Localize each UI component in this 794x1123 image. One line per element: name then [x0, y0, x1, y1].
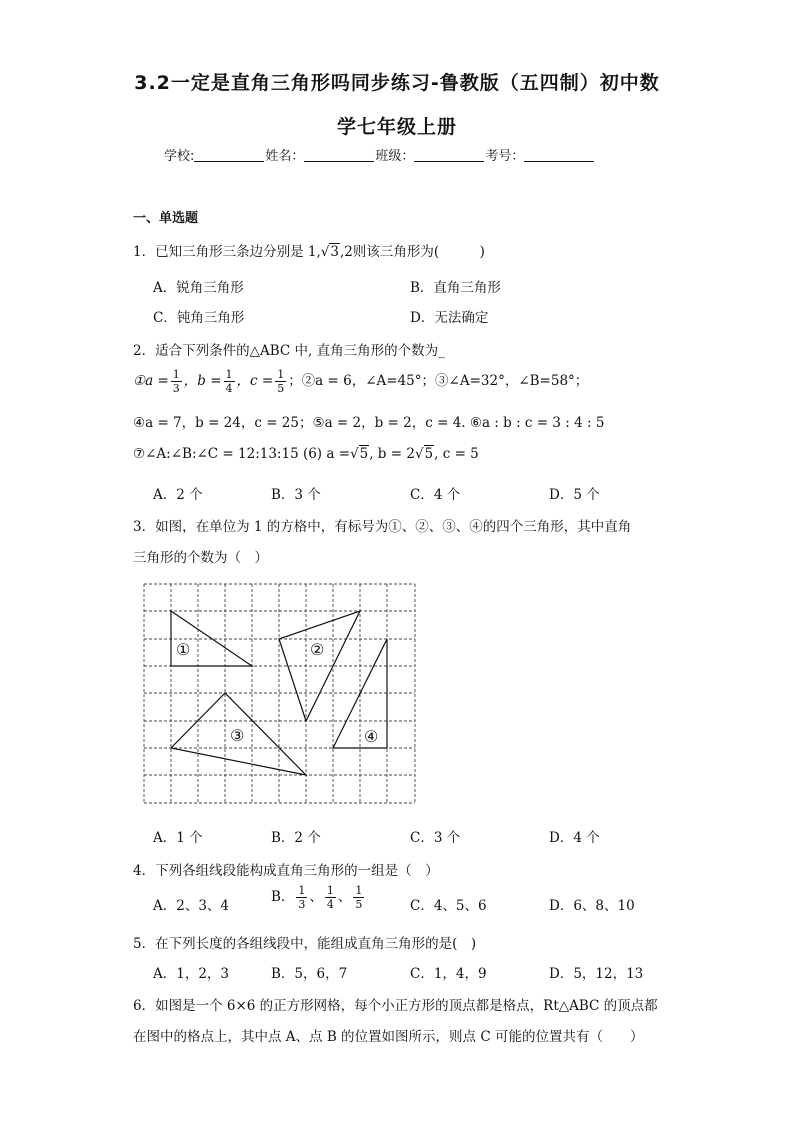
q2-c4-sqrt2: 5 [424, 446, 434, 462]
fraction-1-5: $\frac{1}{5}$ [355, 884, 363, 911]
triangle-label-4: ④ [364, 727, 379, 746]
q2-c1-a: ①a = [133, 373, 169, 389]
question-6-line1: 6．如图是一个 6×6 的正方形网格，每个小正方形的顶点都是格点，Rt△ABC 的顶点都 [133, 998, 658, 1014]
q3-option-b[interactable]: B．2 个 [271, 830, 321, 846]
class-blank[interactable] [414, 149, 484, 162]
q4-option-c[interactable]: C．4、5、6 [410, 898, 487, 914]
q4-option-a[interactable]: A．2、3、4 [153, 898, 230, 914]
question-4-stem: 4．下列各组线段能构成直角三角形的一组是（ ） [133, 863, 439, 879]
q2-c1-c: ，c = [236, 373, 274, 389]
question-2-stem: 2．适合下列条件的△ABC 中, 直角三角形的个数为_ [133, 343, 445, 359]
q4-option-b[interactable] [271, 884, 366, 911]
number-label: 考号： [485, 149, 525, 164]
number-blank[interactable] [524, 149, 594, 162]
q1-option-a[interactable]: A．锐角三角形 [153, 280, 244, 296]
student-info-row [164, 145, 595, 164]
sqrt-symbol: √ [350, 446, 359, 462]
separator: 、 [309, 889, 323, 905]
q3-option-a[interactable]: A．1 个 [153, 830, 203, 846]
q2-c4-sqrt1: 5 [359, 446, 369, 462]
q2-c4-post: , c = 5 [434, 446, 479, 462]
school-label: 学校: [164, 149, 195, 164]
school-blank[interactable] [194, 149, 264, 162]
class-label: 班级： [375, 149, 415, 164]
fraction-1-3: $\frac{1}{3}$ [172, 368, 180, 395]
q5-option-c[interactable]: C．1，4，9 [410, 966, 487, 982]
q2-c4-mid: , b = 2 [369, 446, 415, 462]
fraction-1-5: $\frac{1}{5}$ [277, 368, 285, 395]
q1-option-b[interactable]: B．直角三角形 [410, 280, 501, 296]
triangle-label-1: ① [176, 640, 191, 659]
q2-condition-1 [133, 368, 588, 395]
q3-option-c[interactable]: C．3 个 [410, 830, 461, 846]
fraction-1-4: $\frac{1}{4}$ [225, 368, 233, 395]
q4-b-label: B． [271, 889, 295, 905]
question-6-line2: 在图中的格点上，其中点 A、点 B 的位置如图所示，则点 C 可能的位置共有（ ） [133, 1029, 644, 1045]
name-blank[interactable] [304, 149, 374, 162]
fraction-1-4: $\frac{1}{4}$ [326, 884, 334, 911]
q2-option-c[interactable]: C．4 个 [410, 487, 461, 503]
question-1-stem [133, 240, 485, 260]
name-label: 姓名： [265, 149, 305, 164]
question-3-line2: 三角形的个数为（ ） [133, 550, 268, 566]
q1-stem-post: ,2则该三角形为( ) [339, 244, 485, 260]
question-5-stem: 5．在下列长度的各组线段中，能组成直角三角形的是( ) [133, 936, 477, 952]
q5-option-d[interactable]: D．5，12，13 [549, 966, 644, 982]
page-title-line1: 3.2一定是直角三角形吗同步练习-鲁教版（五四制）初中数 [134, 72, 660, 94]
grid-figure [142, 583, 418, 805]
sqrt-symbol: √ [414, 446, 424, 462]
triangle-label-3: ③ [230, 726, 245, 745]
q2-option-b[interactable]: B．3 个 [271, 487, 321, 503]
triangle-label-2: ② [310, 640, 325, 659]
q5-option-a[interactable]: A．1，2，3 [153, 966, 230, 982]
q2-c4-pre: ⑦∠A:∠B:∠C = 12:13:15 (6) a = [133, 446, 351, 462]
fraction-1-3: $\frac{1}{3}$ [298, 884, 306, 911]
q2-option-d[interactable]: D．5 个 [549, 487, 600, 503]
page-title-line2: 学七年级上册 [336, 116, 457, 138]
q2-c2: ；②a = 6，∠A=45°；③∠A=32°，∠B=58°； [288, 373, 589, 389]
q3-option-d[interactable]: D．4 个 [549, 830, 600, 846]
q1-option-c[interactable]: C．钝角三角形 [153, 310, 245, 326]
q1-option-d[interactable]: D．无法确定 [410, 310, 489, 326]
q1-sqrt-value: 3 [330, 244, 339, 260]
section-heading: 一、单选题 [133, 211, 199, 226]
q1-stem-pre: 1．已知三角形三条边分别是 1, [133, 244, 321, 260]
q4-option-d[interactable]: D．6、8、10 [549, 898, 635, 914]
q5-option-b[interactable]: B．5，6，7 [271, 966, 348, 982]
q2-c1-b: ，b = [183, 373, 222, 389]
q2-condition-3 [133, 446, 479, 462]
q2-option-a[interactable]: A．2 个 [153, 487, 203, 503]
q2-condition-2: ④a = 7，b = 24，c = 25；⑤a = 2，b = 2，c = 4. ⑥a : b : c = 3 : 4 : 5 [133, 415, 605, 431]
separator: 、 [337, 889, 352, 905]
question-3-line1: 3．如图，在单位为 1 的方格中，有标号为①、②、③、④的四个三角形，其中直角 [133, 519, 632, 535]
sqrt-symbol: √ [320, 244, 330, 260]
